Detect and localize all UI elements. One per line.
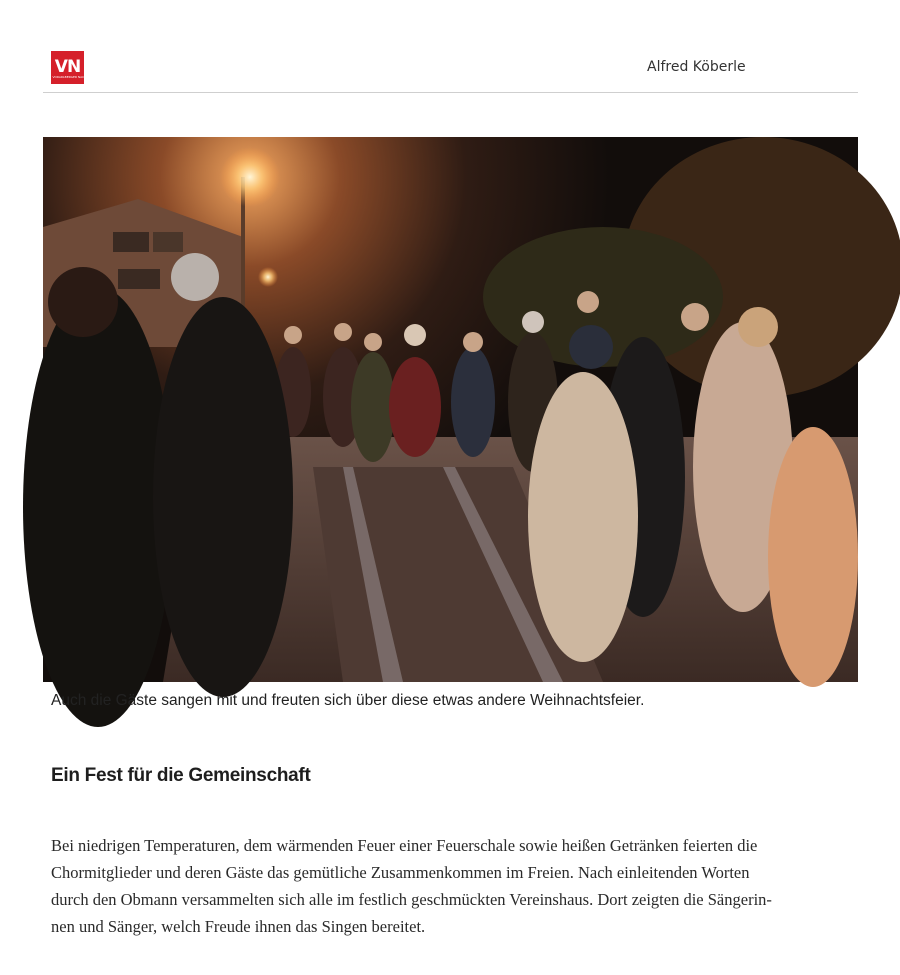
article-paragraph [51, 832, 851, 940]
article-subheading: Ein Fest für die Gemeinschaft [51, 765, 311, 786]
logo-subtext: VORARLBERGER NACHRICHTEN [52, 74, 100, 79]
paragraph-line: durch den Obmann versammelten sich alle im festlich geschmückten Vereinshaus. Dort zeigten die Sängerin- [51, 890, 772, 909]
paragraph-line: nen und Sänger, welch Freude ihnen das Singen bereitet. [51, 917, 426, 936]
site-header [43, 40, 858, 93]
logo-mark: VN [54, 56, 81, 77]
article-photo [43, 137, 858, 682]
night-street-crowd-image [43, 137, 858, 682]
author-name[interactable]: Alfred Köberle [647, 59, 746, 75]
paragraph-line: Bei niedrigen Temperaturen, dem wärmenden Feuer einer Feuerschale sowie heißen Getränken feierten die [51, 836, 758, 855]
vn-logo[interactable] [51, 51, 100, 84]
paragraph-line: Chormitglieder und deren Gäste das gemütliche Zusammenkommen im Freien. Nach einleitenden Worten [51, 863, 750, 882]
image-caption: Auch die Gäste sangen mit und freuten sich über diese etwas andere Weihnachtsfeier. [51, 692, 645, 709]
